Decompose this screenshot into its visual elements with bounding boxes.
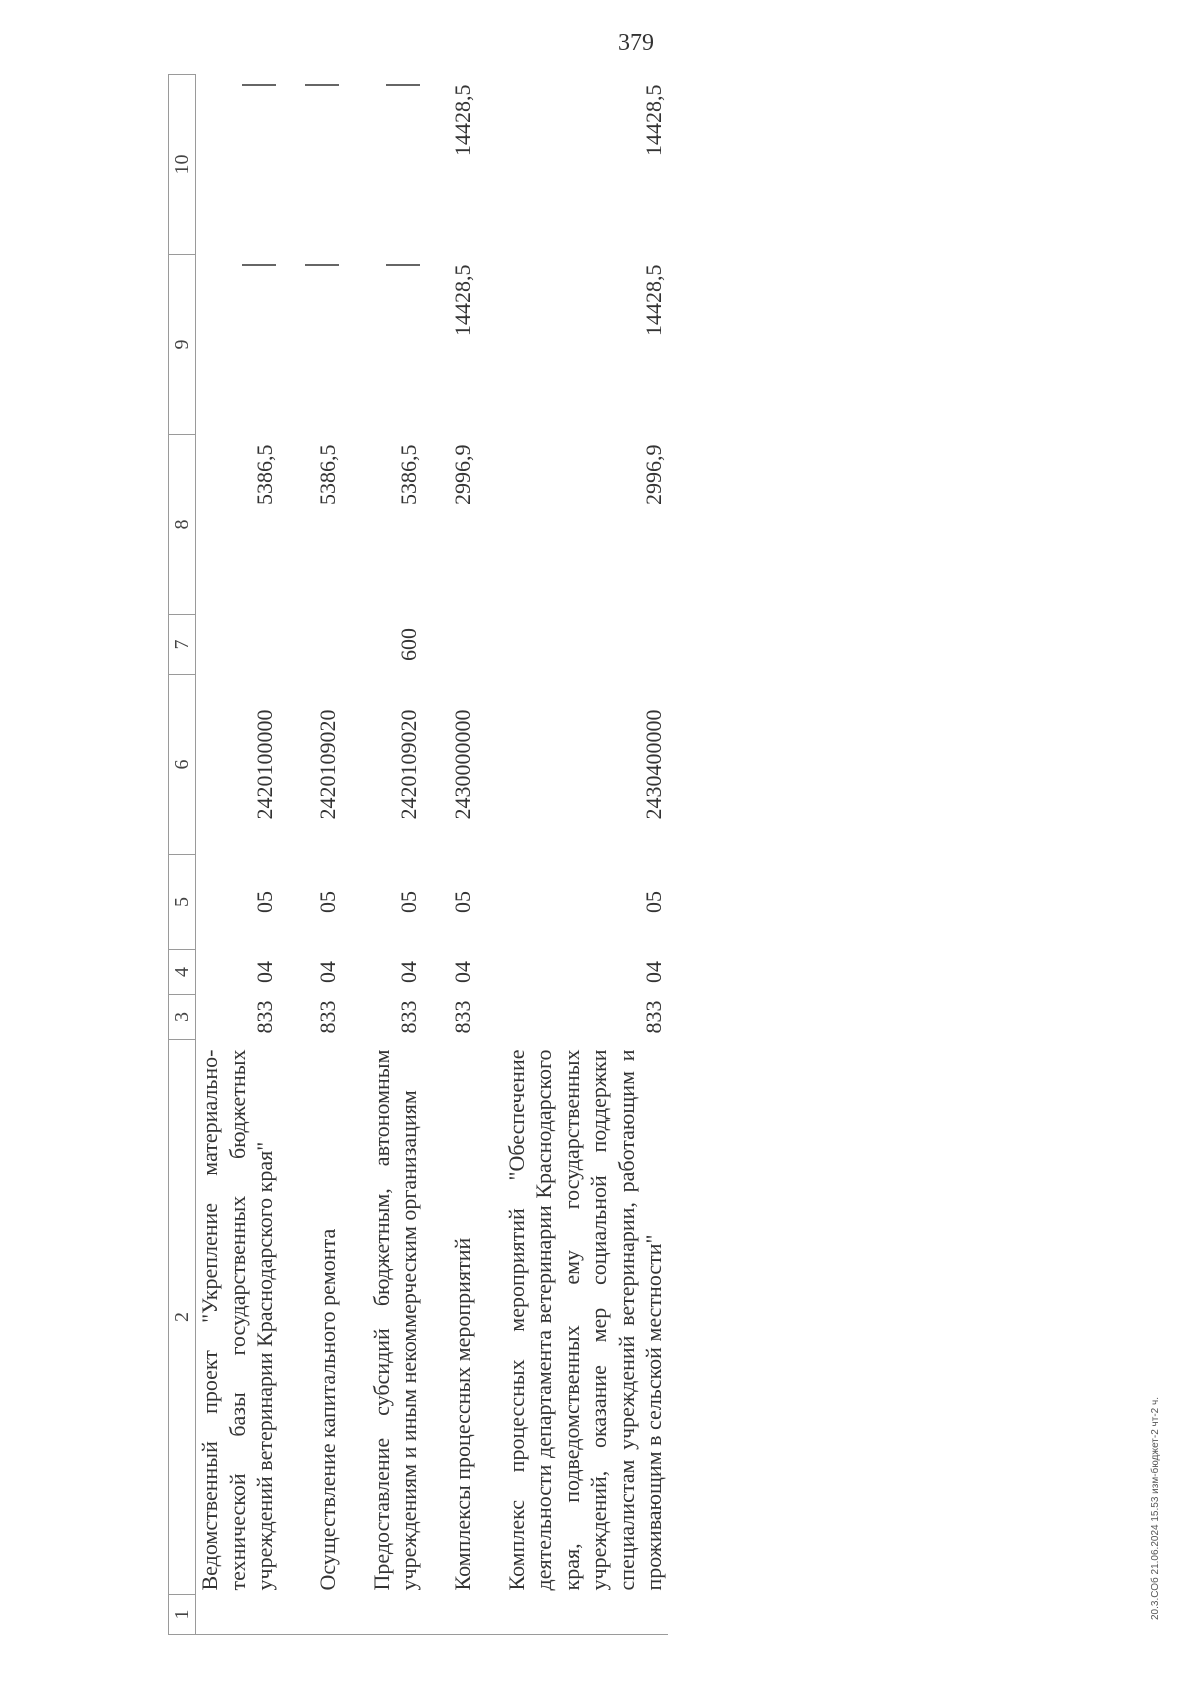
row-amount-8: 5386,5	[314, 444, 340, 505]
table-row	[449, 75, 477, 1635]
row-amount-9	[305, 255, 342, 435]
row-amount-10: 14428,5	[640, 84, 666, 156]
table-row	[503, 75, 668, 1635]
budget-table-container	[168, 75, 1138, 1635]
row-code-5: 05	[395, 891, 421, 913]
row-name: Осуществление капитального ремонта	[315, 1228, 340, 1591]
dash-mark	[386, 85, 420, 87]
row-code-3: 833	[395, 1000, 421, 1034]
header-col-4: 4	[169, 950, 196, 995]
row-amount-10	[368, 75, 423, 255]
header-col-10: 10	[169, 75, 196, 255]
table-row	[368, 75, 423, 1635]
row-code-3: 833	[314, 1000, 340, 1034]
row-name: Комплексы процессных мероприятий	[450, 1237, 475, 1591]
row-code-3: 833	[251, 1000, 277, 1034]
row-name: Предоставление субсидий бюджетным, автономным учреждениям и иным некоммерческим организациям	[368, 1049, 421, 1591]
row-amount-8: 2996,9	[640, 444, 666, 505]
row-code-7	[305, 615, 342, 675]
header-col-3: 3	[169, 995, 196, 1040]
row-amount-8: 5386,5	[395, 444, 421, 505]
row-code-6: 2420109020	[314, 709, 340, 820]
header-col-6: 6	[169, 675, 196, 855]
row-amount-10	[305, 75, 342, 255]
row-amount-9	[368, 255, 423, 435]
row-code-3: 833	[640, 1000, 666, 1034]
row-amount-10	[196, 75, 279, 255]
row-code-5: 05	[314, 891, 340, 913]
row-amount-8: 5386,5	[251, 444, 277, 505]
footer-note: 20.3.СОб 21.06.2024 15.53 изм-бюджет-2 чт-2 ч.	[1150, 1397, 1161, 1620]
dash-mark	[305, 85, 339, 87]
row-code-7	[196, 615, 279, 675]
row-code-6: 2430000000	[449, 709, 475, 820]
row-code-4: 04	[640, 961, 666, 983]
header-col-5: 5	[169, 855, 196, 950]
dash-mark	[386, 265, 420, 267]
row-name: Ведомственный проект "Укрепление материально-технической базы государственных бюджетных учреждений ветеринарии Краснодарского края"	[197, 1049, 277, 1591]
row-code-7: 600	[395, 628, 421, 661]
header-col-2: 2	[169, 1040, 196, 1595]
dash-mark	[305, 265, 339, 267]
row-code-4: 04	[449, 961, 475, 983]
header-col-8: 8	[169, 435, 196, 615]
row-amount-9	[196, 255, 279, 435]
dash-mark	[242, 85, 276, 87]
row-code-5: 05	[640, 891, 666, 913]
row-name: Комплекс процессных мероприятий "Обеспечение деятельности департамента ветеринарии Краснодарского края, подведомственных ему государственных учреждений, оказание мер социальной поддержки специалистам учреждений ветеринарии, работающим и проживающим в сельской местности"	[503, 1049, 666, 1591]
header-col-9: 9	[169, 255, 196, 435]
row-code-7	[503, 615, 668, 675]
row-amount-8: 2996,9	[449, 444, 475, 505]
row-code-5: 05	[251, 891, 277, 913]
dash-mark	[242, 265, 276, 267]
row-code-7	[449, 615, 477, 675]
header-col-7: 7	[169, 615, 196, 675]
budget-table	[168, 74, 668, 1635]
row-amount-10: 14428,5	[449, 84, 475, 156]
row-code-4: 04	[395, 961, 421, 983]
row-code-6: 2420109020	[395, 709, 421, 820]
table-row	[305, 75, 342, 1635]
row-code-5: 05	[449, 891, 475, 913]
row-amount-9: 14428,5	[449, 264, 475, 336]
header-col-1: 1	[169, 1595, 196, 1635]
row-amount-9: 14428,5	[640, 264, 666, 336]
row-code-6: 2420100000	[251, 709, 277, 820]
row-code-4: 04	[314, 961, 340, 983]
table-row	[196, 75, 279, 1635]
table-header	[169, 75, 196, 1635]
row-code-4: 04	[251, 961, 277, 983]
page-number: 379	[618, 30, 654, 56]
row-code-3: 833	[449, 1000, 475, 1034]
row-code-6: 2430400000	[640, 709, 666, 820]
